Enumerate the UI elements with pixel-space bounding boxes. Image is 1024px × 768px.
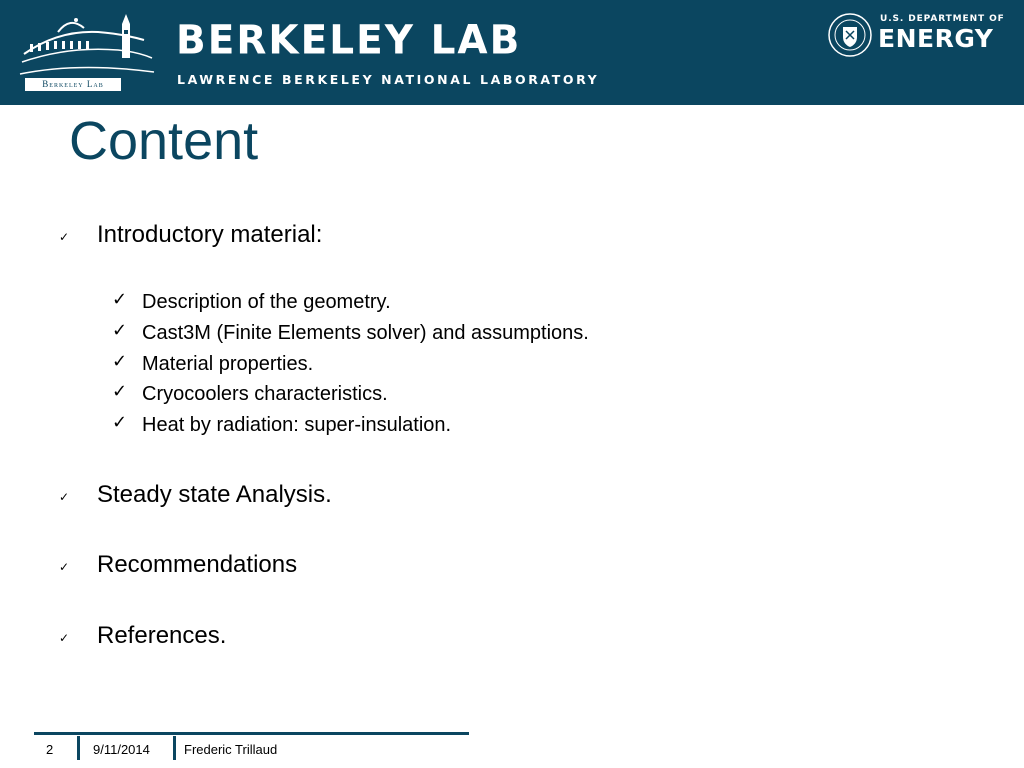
check-icon: ✓ (59, 490, 70, 504)
footer-rule (34, 732, 469, 735)
list-item (112, 351, 314, 376)
list-item (59, 551, 298, 579)
list-item (59, 622, 227, 650)
check-icon: ✓ (112, 320, 128, 341)
check-icon: ✓ (112, 412, 128, 433)
footer-author: Frederic Trillaud (184, 742, 278, 757)
list-item-label: Cryocoolers characteristics. (142, 383, 388, 405)
footer-page-number: 2 (46, 742, 54, 757)
list-item (59, 481, 332, 509)
list-item-label: Heat by radiation: super-insulation. (142, 414, 452, 436)
list-item (112, 289, 391, 314)
list-item (112, 320, 589, 345)
list-item-label: Introductory material: (97, 221, 323, 248)
slide-title: Content (69, 111, 259, 171)
footer-divider (173, 736, 176, 760)
list-item-label: Material properties. (142, 353, 314, 375)
check-icon: ✓ (59, 631, 70, 645)
list-item-label: Recommendations (97, 551, 298, 578)
lab-name: BERKELEY LAB (176, 18, 522, 64)
list-item-label: References. (97, 622, 227, 649)
list-item-label: Steady state Analysis. (97, 481, 332, 508)
footer-date: 9/11/2014 (93, 742, 150, 757)
list-item-label: Cast3M (Finite Elements solver) and assumptions. (142, 322, 589, 344)
doe-department-label: U.S. DEPARTMENT OF (880, 14, 1005, 24)
check-icon: ✓ (112, 351, 128, 372)
list-item-label: Description of the geometry. (142, 291, 391, 313)
check-icon: ✓ (59, 560, 70, 574)
lab-subtitle: LAWRENCE BERKELEY NATIONAL LABORATORY (177, 72, 600, 87)
logo-caption: Berkeley Lab (25, 78, 121, 91)
check-icon: ✓ (59, 230, 70, 244)
list-item (59, 221, 323, 249)
footer-divider (77, 736, 80, 760)
list-item (112, 381, 388, 406)
check-icon: ✓ (112, 289, 128, 310)
doe-energy-label: ENERGY (878, 24, 994, 53)
check-icon: ✓ (112, 381, 128, 402)
list-item (112, 412, 452, 437)
